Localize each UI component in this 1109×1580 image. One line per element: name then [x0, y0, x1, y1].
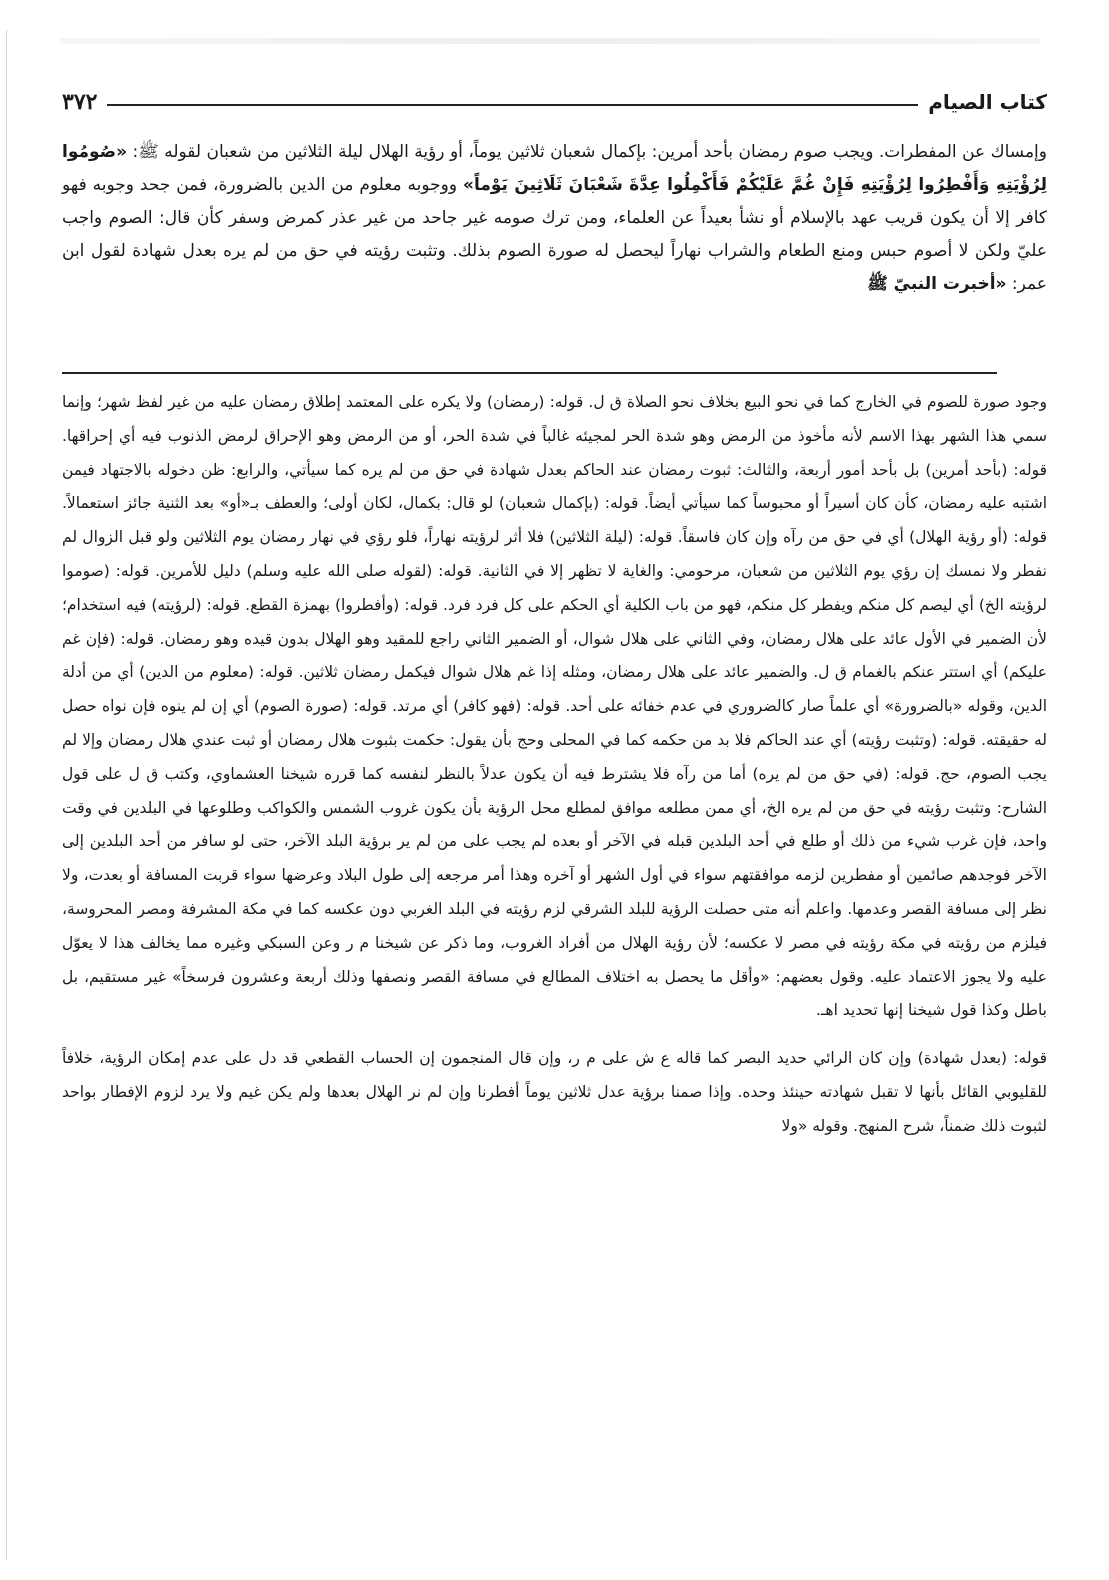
ibn-umar-quote: «أخبرت النبيّ ﷺ: [867, 274, 1007, 294]
commentary-note-2: قوله: (بعدل شهادة) وإن كان الرائي حديد البصر كما قاله ع ش على م ر، وإن قال المنجمون إن الحساب القطعي قد دل على عدم إمكان الرؤية، خلافاً للقليوبي القائل بأنها لا تقبل شهادته حينئذ وحده. وإذا صمنا برؤية عدل ثلاثين يوماً أفطرنا وإن لم نر الهلال بعدها ولم يكن غيم ولا يرد لزوم الإفطار بواحد لثبوت ذلك ضمناً، شرح المنهج. وقوله «ولا: [62, 1049, 1047, 1135]
main-text-part-2: ووجوبه معلوم من الدين بالضرورة، فمن جحد وجوبه فهو كافر إلا أن يكون قريب عهد بالإسلام أو نشأ بعيداً عن العلماء، ومن ترك صومه غير جاحد من غير عذر كمرض وسفر كأن قال: الصوم واجب عليّ ولكن لا أصوم حبس ومنع الطعام والشراب نهاراً ليحصل له صورة الصوم بذلك. وتثبت رؤيته في حق من لم يره بعدل شهادة لقول ابن عمر:: [62, 175, 1047, 294]
header-rule: [107, 104, 918, 106]
commentary-note-1: وجود صورة للصوم في الخارج كما في نحو البيع بخلاف نحو الصلاة ق ل. قوله: (رمضان) ولا يكره على المعتمد إطلاق رمضان عليه من غير لفظ شهر؛ وإنما سمي هذا الشهر بهذا الاسم لأنه مأخوذ من الرمض وهو شدة الحر لمجيئه غالباً في شدة الحر، أو من الرمض وهو الإحراق لرمض الذنوب فيه أي إحراقها. قوله: (بأحد أمرين) بل بأحد أمور أربعة، والثالث: ثبوت رمضان عند الحاكم بعدل شهادة في حق من لم يره كما سيأتي، والرابع: ظن دخوله بالاجتهاد فيمن اشتبه عليه رمضان، كأن كان أسيراً أو محبوساً كما سيأتي أيضاً. قوله: (بإكمال شعبان) لو قال: بكمال، لكان أولى؛ والعطف بـ«أو» بعد الثنية جائز استعمالاً. قوله: (أو رؤية الهلال) أي في حق من رآه وإن كان فاسقاً. قوله: (ليلة الثلاثين) فلا أثر لرؤيته نهاراً، فلو رؤي في نهار رمضان يوم الثلاثين ولو قبل الزوال لم نفطر ولا نمسك إن رؤي يوم الثلاثين من شعبان، مرحومي: والغاية لا تظهر إلا في الثانية. قوله: (لقوله صلى الله عليه وسلم) دليل للأمرين. قوله: (صوموا لرؤيته الخ) أي ليصم كل منكم ويفطر كل منكم، فهو من باب الكلية أي الحكم على كل فرد فرد. قوله: (وأفطروا) بهمزة القطع. قوله: (لرؤيته) فيه استخدام؛ لأن الضمير في الأول عائد على هلال رمضان، وفي الثاني على هلال شوال، أو الضمير الثاني راجع للمقيد وهو الهلال بدون قيده وهو رمضان. قوله: (فإن غم عليكم) أي استتر عنكم بالغمام ق ل. والضمير عائد على هلال رمضان، ومثله إذا غم هلال شوال فيكمل رمضان ثلاثين. قوله: (معلوم من الدين) أي من أدلة الدين، وقوله «بالضرورة» أي علماً صار كالضروري في عدم خفائه على أحد. قوله: (فهو كافر) أي مرتد. قوله: (صورة الصوم) أي إن لم ينوه فإن نواه حصل له حقيقته. قوله: (وتثبت رؤيته) أي عند الحاكم فلا بد من حكمه كما في المحلى وحج بأن يقول: حكمت بثبوت هلال رمضان أو ثبت عندي هلال رمضان وإلا لم يجب الصوم، حج. قوله: (في حق من لم يره) أما من رآه فلا يشترط فيه أن يكون عدلاً بالنظر لنفسه كما قرره شيخنا العشماوي، وكتب ق ل على قول الشارح: وتثبت رؤيته في حق من لم يره الخ، أي ممن مطلعه موافق لمطلع محل الرؤية بأن يكون غروب الشمس والكواكب وطلوعها في البلدين في وقت واحد، فإن غرب شيء من ذلك أو طلع في أحد البلدين قبله في الآخر أو بعده لم يجب على من لم ير برؤية البلد الآخر، حتى لو سافر من أحد البلدين إلى الآخر فوجدهم صائمين أو مفطرين لزمه موافقتهم سواء في أول الشهر أو آخره وهذا أمر مرجعه إلى طول البلاد وعرضها سواء قربت المسافة أو بعدت، ولا نظر إلى مسافة القصر وعدمها. واعلم أنه متى حصلت الرؤية للبلد الشرقي لزم رؤيته في البلد الغربي دون عكسه كما في مكة المشرفة ومصر المحروسة، فيلزم من رؤيته في مكة رؤيته في مصر لا عكسه؛ لأن رؤية الهلال من أفراد الغروب، وما ذكر عن شيخنا م ر وعن السبكي وغيره مما يخالف هذا لا يعوّل عليه ولا يجوز الاعتماد عليه. وقول بعضهم: «وأقل ما يحصل به اختلاف المطالع في مسافة القصر ونصفها وذلك أربعة وعشرون فرسخاً» غير مستقيم، بل باطل وكذا قول شيخنا إنها تحديد اهـ.: [62, 393, 1047, 1020]
page-scan-top-shadow: [60, 38, 1040, 44]
hadith-quote: «صُومُوا لِرُؤْيَتِهِ وَأَفْطِرُوا لِرُؤْيَتِهِ فَإِنْ غُمَّ عَلَيْكُمْ فَأَكْمِلُوا عِدَّةَ شَعْبَانَ ثَلَاثِينَ يَوْماً»: [62, 142, 1047, 195]
footnote-separator: [62, 372, 997, 374]
page-number: ٣٧٢: [62, 89, 98, 115]
running-head: كتاب الصيام: [928, 90, 1047, 114]
main-text: [62, 136, 1047, 301]
page-scan-edge: [6, 30, 47, 1560]
main-paragraph: [62, 136, 1047, 301]
main-text-part-1: وإمساك عن المفطرات. ويجب صوم رمضان بأحد أمرين: بإكمال شعبان ثلاثين يوماً، أو رؤية الهلال ليلة الثلاثين من شعبان لقوله ﷺ:: [127, 142, 1047, 162]
page-header: [62, 82, 1047, 122]
commentary: [62, 386, 1047, 1144]
